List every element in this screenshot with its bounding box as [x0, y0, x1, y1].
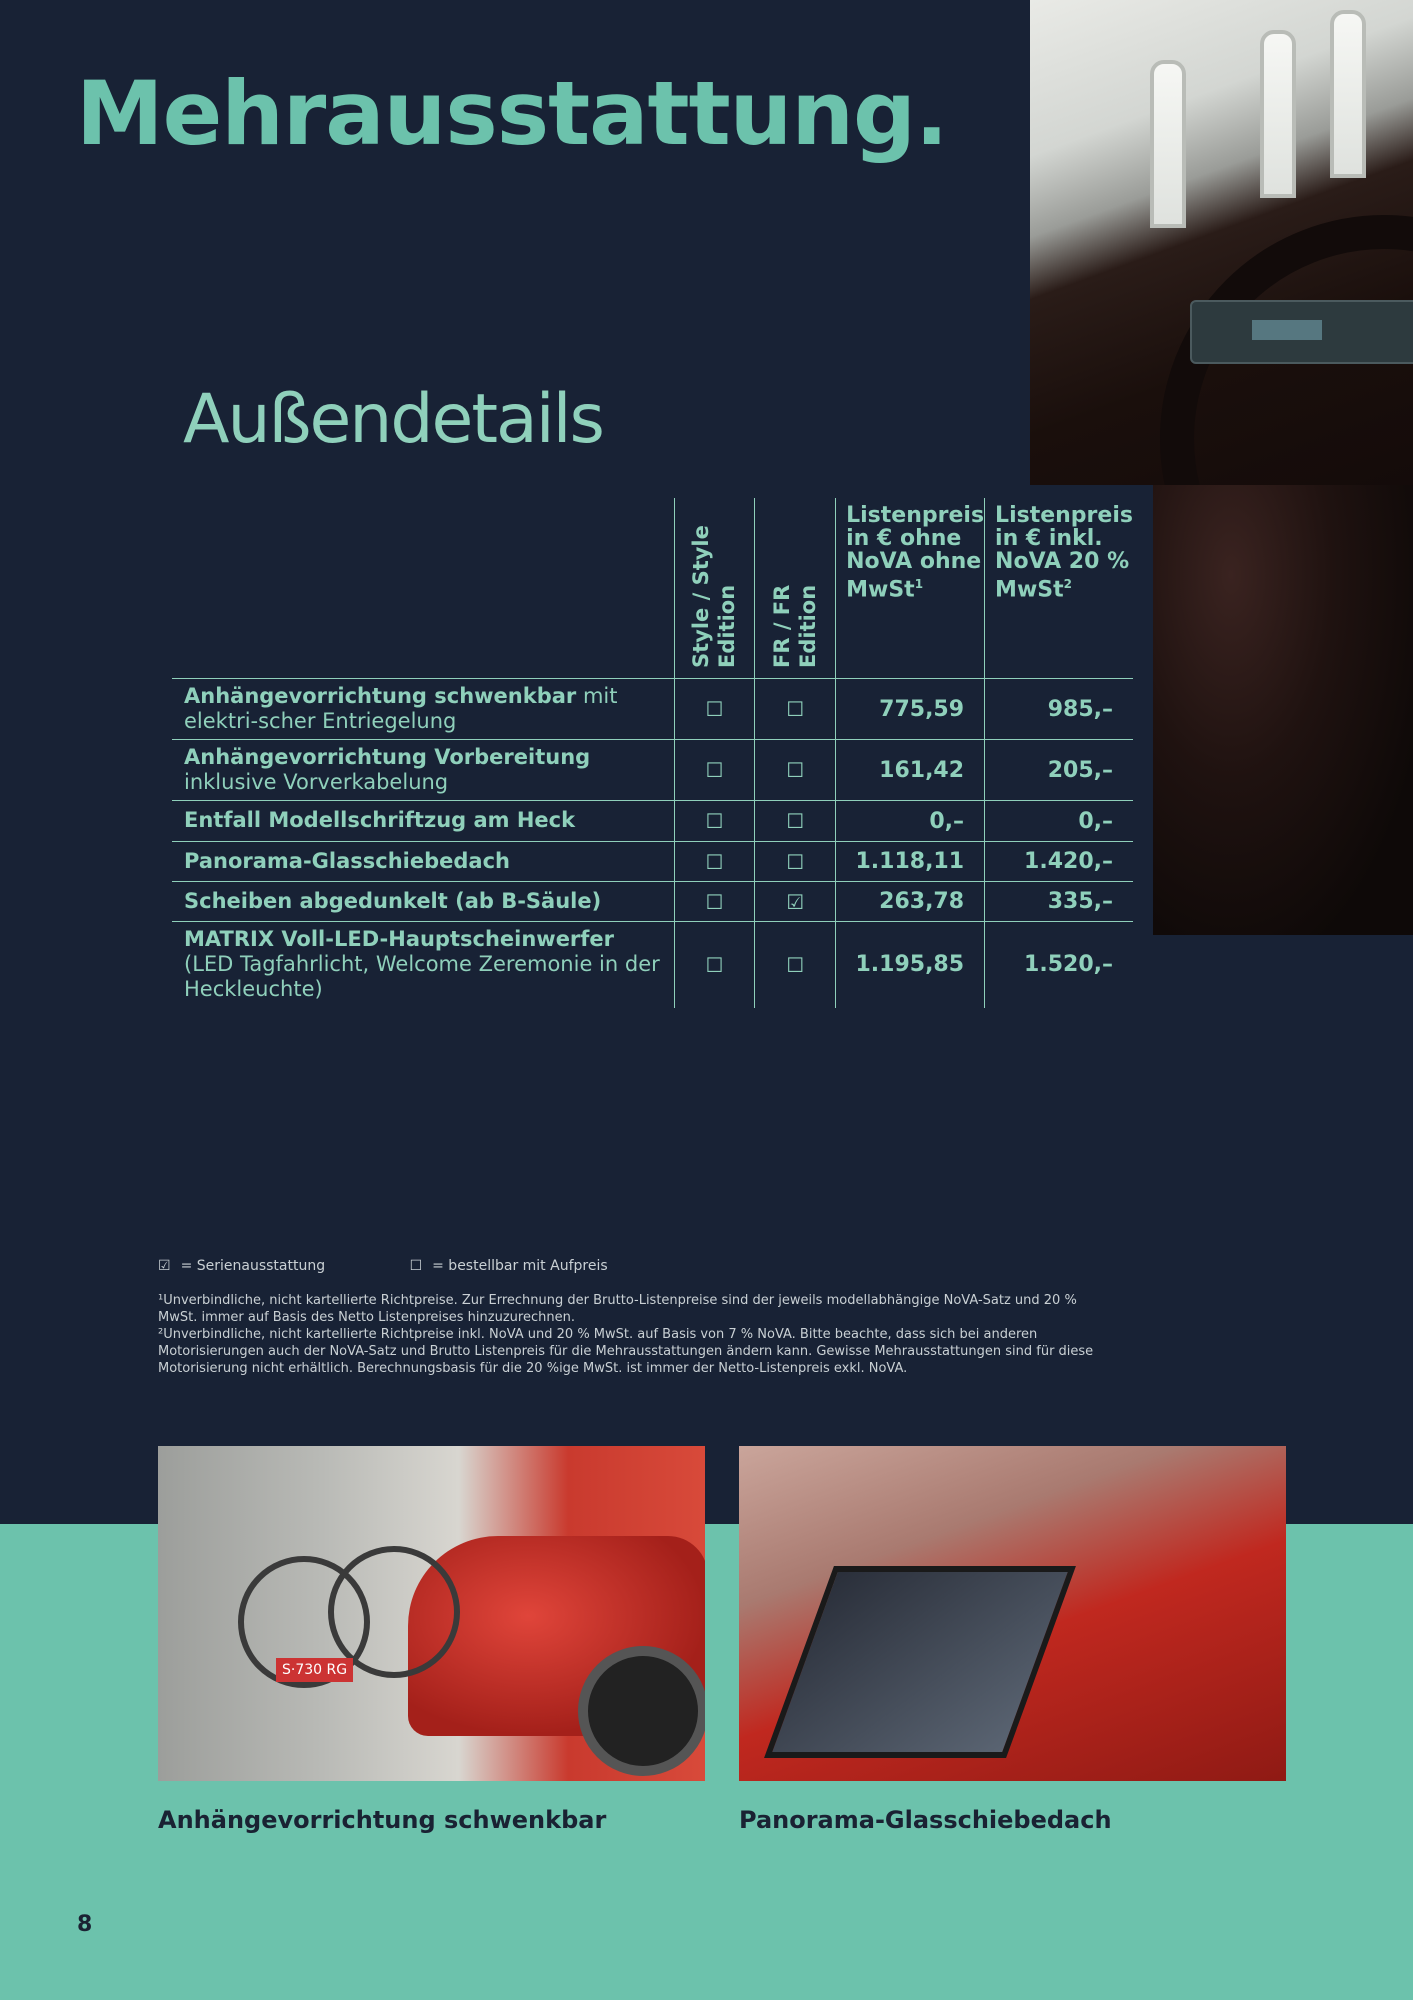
header-style-edition: Style / Style Edition: [674, 498, 755, 679]
price-gross-cell: 335,–: [985, 882, 1133, 922]
table-row: [172, 882, 1133, 922]
price-gross-cell: 985,–: [985, 679, 1133, 740]
checkbox-cell: ☑: [755, 882, 836, 922]
checkbox-cell: ☐: [674, 842, 755, 882]
price-net-cell: 1.195,85: [836, 922, 985, 1008]
car-tire: [578, 1646, 705, 1776]
checkbox-cell: ☐: [755, 922, 836, 1008]
window-arch: [1150, 60, 1186, 228]
caption-panorama-roof: Panorama-Glasschiebedach: [739, 1806, 1112, 1834]
price-net-cell: 1.118,11: [836, 842, 985, 882]
dashboard-display: [1190, 300, 1413, 364]
price-net-cell: 0,–: [836, 801, 985, 842]
window-arch: [1260, 30, 1296, 198]
table-row: [172, 679, 1133, 740]
interior-photo-lower: [1153, 485, 1413, 935]
table-row: [172, 801, 1133, 842]
checkbox-cell: ☐: [755, 740, 836, 801]
header-price-gross: Listenpreis in € inkl. NoVA 20 % MwSt$^2$: [985, 498, 1133, 679]
checkbox-cell: ☐: [755, 842, 836, 882]
checkbox-cell: ☐: [674, 882, 755, 922]
checkbox-cell: ☐: [674, 679, 755, 740]
header-fr-edition: FR / FR Edition: [755, 498, 836, 679]
checkbox-cell: ☐: [755, 679, 836, 740]
checkbox-cell: ☐: [674, 922, 755, 1008]
legend-serie-text: = Serienausstattung: [180, 1258, 326, 1274]
feature-cell: Panorama-Glasschiebedach: [172, 842, 674, 882]
checkbox-cell: ☐: [674, 801, 755, 842]
feature-cell: MATRIX Voll-LED-Hauptscheinwerfer (LED Tagfahrlicht, Welcome Zeremonie in der Heckleuchte): [172, 922, 674, 1008]
footnote-1: ¹Unverbindliche, nicht kartellierte Richtpreise. Zur Errechnung der Brutto-Listenpreise sind der jeweils modellabhängige NoVA-Satz und 20 % MwSt. immer auf Basis des Netto Listenpreises hinzuzurechnen.: [158, 1293, 1077, 1325]
page-title: Mehrausstattung.: [76, 62, 948, 165]
checkbox-cell: ☐: [674, 740, 755, 801]
photo-trailer-hitch-bikes: [158, 1446, 705, 1781]
table-row: [172, 842, 1133, 882]
photo-panorama-roof: [739, 1446, 1286, 1781]
legend: [158, 1258, 618, 1274]
feature-cell: Anhängevorrichtung Vorbereitung inklusive Vorverkabelung: [172, 740, 674, 801]
price-net-cell: 161,42: [836, 740, 985, 801]
feature-cell: Entfall Modellschriftzug am Heck: [172, 801, 674, 842]
feature-cell: Anhängevorrichtung schwenkbar mit elektri-scher Entriegelung: [172, 679, 674, 740]
price-net-cell: 263,78: [836, 882, 985, 922]
table-row: [172, 922, 1133, 1008]
feature-cell: Scheiben abgedunkelt (ab B-Säule): [172, 882, 674, 922]
page-number: 8: [77, 1912, 93, 1937]
footnotes: [158, 1292, 1098, 1377]
checked-box-icon: ☑: [158, 1258, 171, 1274]
header-feature: [172, 498, 674, 679]
header-price-net: Listenpreis in € ohne NoVA ohne MwSt$^1$: [836, 498, 985, 679]
license-plate: S·730 RG: [276, 1658, 353, 1682]
interior-photo-steering-wheel: [1030, 0, 1413, 485]
price-gross-cell: 1.420,–: [985, 842, 1133, 882]
legend-option-text: = bestellbar mit Aufpreis: [432, 1258, 608, 1274]
price-gross-cell: 1.520,–: [985, 922, 1133, 1008]
price-table: [172, 498, 1133, 1008]
price-net-cell: 775,59: [836, 679, 985, 740]
section-title: Außendetails: [183, 380, 603, 459]
glass-roof-shape: [764, 1566, 1076, 1758]
price-gross-cell: 0,–: [985, 801, 1133, 842]
empty-box-icon: ☐: [409, 1258, 423, 1274]
price-gross-cell: 205,–: [985, 740, 1133, 801]
checkbox-cell: ☐: [755, 801, 836, 842]
footnote-2: ²Unverbindliche, nicht kartellierte Richtpreise inkl. NoVA und 20 % MwSt. auf Basis von 7 % NoVA. Bitte beachte, dass sich bei anderen Motorisierungen auch der NoVA-Satz und Brutto Listenpreis für die Mehrausstattungen ändern kann. Gewisse Mehrausstattungen sind für diese Motorisierung nicht erhältlich. Berechnungsbasis für die 20 %ige MwSt. ist immer der Netto-Listenpreis exkl. NoVA.: [158, 1327, 1094, 1376]
table-row: [172, 740, 1133, 801]
caption-trailer-hitch: Anhängevorrichtung schwenkbar: [158, 1806, 607, 1834]
window-arch: [1330, 10, 1366, 178]
